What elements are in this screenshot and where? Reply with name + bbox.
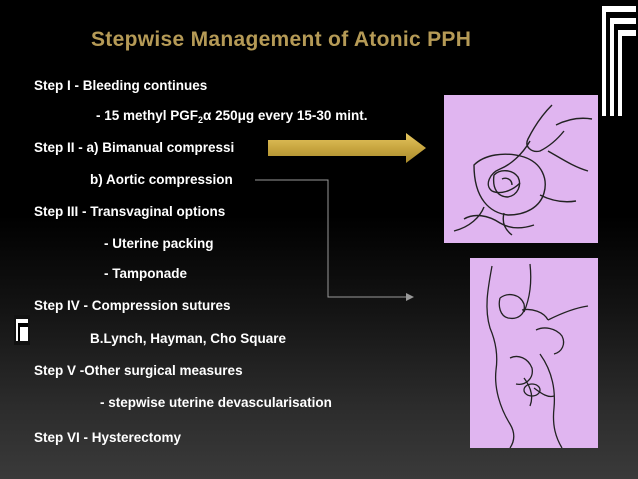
connector-arrow-icon [240,175,420,315]
step-1-subscript: 2 [198,115,204,125]
step-5: Step V -Other surgical measures [34,363,243,378]
step-1-detail-text: - 15 methyl PGF [96,108,199,123]
step-2b: b) Aortic compression [90,172,233,187]
aortic-compression-illustration [470,258,598,448]
step-3b: - Tamponade [104,266,188,281]
step-5a: - stepwise uterine devascularisation [100,395,332,410]
aortic-compression-drawing [470,258,598,448]
side-decoration-icon [14,315,30,345]
step-3a: - Uterine packing [104,236,214,251]
step-4a: B.Lynch, Hayman, Cho Square [90,331,287,346]
slide-title: Stepwise Management of Atonic PPH [91,28,472,51]
step-1: Step I - Bleeding continues [34,78,208,93]
block-arrow-right-icon [268,133,428,163]
step-1-detail-rest: α 250μg every 15-30 mint. [203,108,368,123]
step-6: Step VI - Hysterectomy [34,430,182,445]
bimanual-compression-illustration [444,95,598,243]
corner-decoration-icon [598,0,638,120]
step-1-detail [96,108,367,125]
bimanual-compression-drawing [444,95,598,243]
step-2: Step II - a) Bimanual compressi [34,140,235,155]
step-3: Step III - Transvaginal options [34,204,226,219]
step-4: Step IV - Compression sutures [34,298,231,313]
